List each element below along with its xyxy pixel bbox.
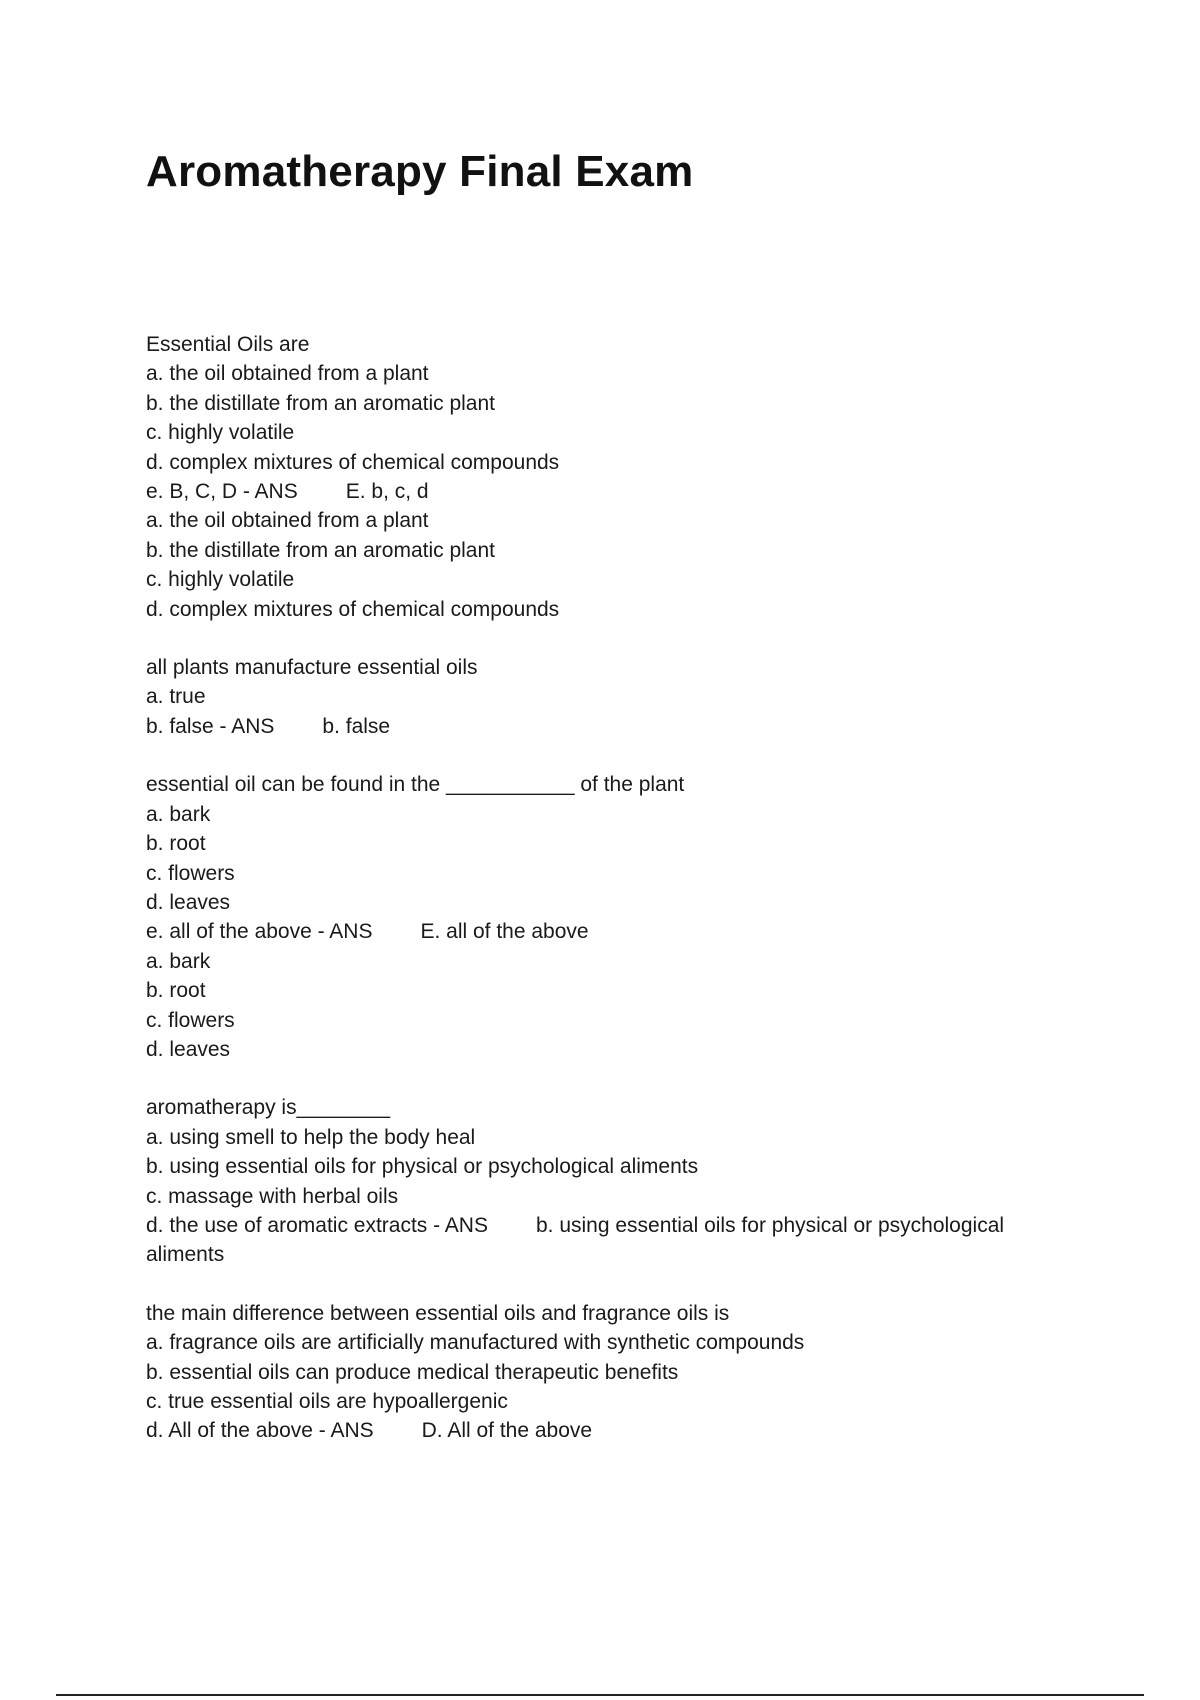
question-1-repeat-option-c: c. highly volatile — [146, 568, 295, 592]
question-3-repeat-option-b: b. root — [146, 979, 206, 1003]
question-1-repeat-option-a: a. the oil obtained from a plant — [146, 509, 429, 533]
question-1-repeat-option-d: d. complex mixtures of chemical compounds — [146, 597, 560, 621]
question-5-answer-line — [146, 1416, 1086, 1445]
question-3-option-a: a. bark — [146, 802, 211, 826]
question-4-option-a: a. using smell to help the body heal — [146, 1125, 476, 1149]
question-4 — [146, 1093, 1086, 1269]
question-4-option-b: b. using essential oils for physical or psychological aliments — [146, 1155, 699, 1179]
question-3-prompt: essential oil can be found in the ___________ of the plant — [146, 773, 685, 797]
question-1-option-b: b. the distillate from an aromatic plant — [146, 391, 496, 415]
question-1-answer-value: E. b, c, d — [345, 480, 429, 504]
question-3-repeat-option-c: c. flowers — [146, 1008, 235, 1032]
question-5 — [146, 1299, 1086, 1446]
question-3-option-c: c. flowers — [146, 861, 235, 885]
question-2-answer-line — [146, 712, 1086, 741]
question-4-answer-label: d. the use of aromatic extracts - ANS — [146, 1213, 488, 1237]
question-5-option-b: b. essential oils can produce medical therapeutic benefits — [146, 1360, 679, 1384]
question-4-option-c: c. massage with herbal oils — [146, 1184, 399, 1208]
question-4-answer-line — [146, 1211, 1086, 1270]
page-title: Aromatherapy Final Exam — [146, 147, 694, 196]
question-5-answer-value: D. All of the above — [421, 1419, 593, 1443]
question-1-answer-line — [146, 477, 1086, 506]
question-5-prompt: the main difference between essential oils and fragrance oils is — [146, 1301, 730, 1325]
question-3-answer-line — [146, 917, 1086, 946]
question-3-answer-value: E. all of the above — [420, 920, 589, 944]
question-5-answer-label: d. All of the above - ANS — [146, 1419, 374, 1443]
question-2-answer-value: b. false — [322, 714, 391, 738]
question-2-answer-label: b. false - ANS — [146, 714, 275, 738]
question-1-option-a: a. the oil obtained from a plant — [146, 362, 429, 386]
exam-content — [146, 330, 1086, 1475]
question-3-option-d: d. leaves — [146, 890, 231, 914]
question-5-option-a: a. fragrance oils are artificially manufactured with synthetic compounds — [146, 1331, 805, 1355]
question-3-repeat-option-a: a. bark — [146, 949, 211, 973]
question-1-answer-label: e. B, C, D - ANS — [146, 480, 298, 504]
question-3 — [146, 770, 1086, 1064]
question-5-option-c: c. true essential oils are hypoallergenic — [146, 1390, 508, 1413]
question-3-answer-label: e. all of the above - ANS — [146, 920, 373, 944]
question-2-option-a: a. true — [146, 685, 206, 709]
question-1-prompt: Essential Oils are — [146, 333, 310, 356]
question-1-option-d: d. complex mixtures of chemical compounds — [146, 450, 560, 474]
question-4-prompt: aromatherapy is________ — [146, 1096, 391, 1120]
question-3-repeat-option-d: d. leaves — [146, 1037, 231, 1061]
question-1-option-c: c. highly volatile — [146, 421, 295, 445]
question-4-answer-value: b. using essential oils for physical or psychological aliments — [146, 1213, 1010, 1267]
question-2-prompt: all plants manufacture essential oils — [146, 656, 478, 680]
question-1 — [146, 330, 1086, 624]
footer-divider — [56, 1694, 1144, 1696]
question-1-repeat-option-b: b. the distillate from an aromatic plant — [146, 538, 496, 562]
question-3-option-b: b. root — [146, 832, 206, 856]
question-2 — [146, 653, 1086, 741]
